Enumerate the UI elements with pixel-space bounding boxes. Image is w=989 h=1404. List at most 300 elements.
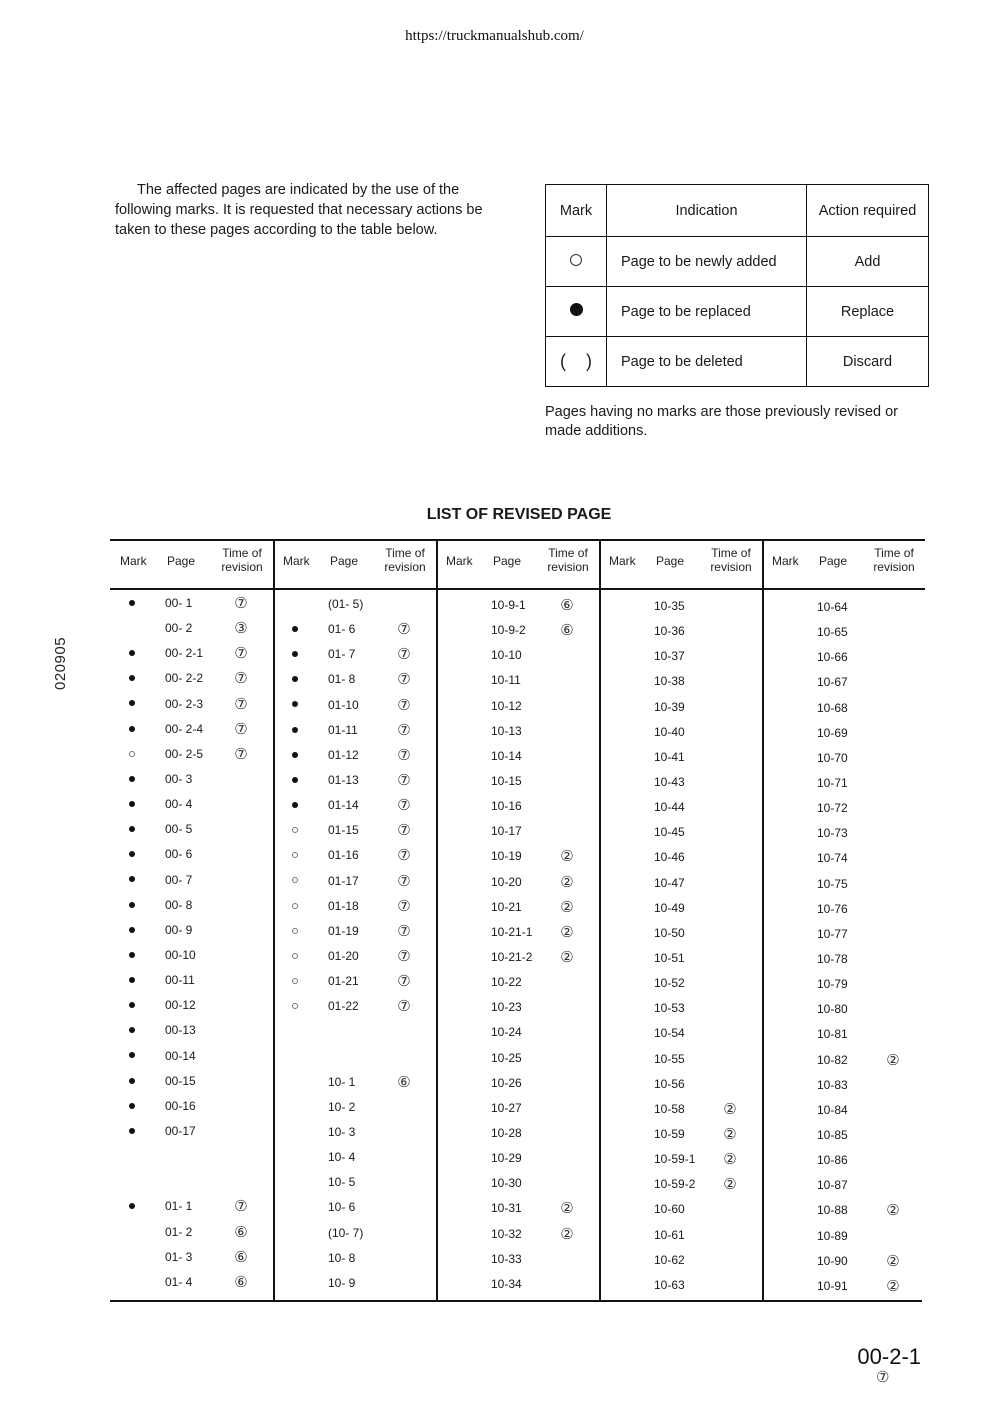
header-time-line2: revision (710, 560, 752, 574)
row-mark (124, 998, 140, 1012)
side-code-text: 020905 (52, 636, 69, 690)
row-page: 10-82 (817, 1052, 848, 1067)
row-revision (395, 1149, 413, 1167)
header-mark: Mark (446, 554, 473, 568)
list-row (599, 674, 762, 699)
row-page: 10-44 (654, 800, 685, 815)
row-mark (124, 1124, 140, 1138)
list-title: LIST OF REVISED PAGE (426, 506, 612, 523)
list-row (599, 649, 762, 674)
row-mark (287, 924, 303, 938)
row-page: 10-50 (654, 925, 685, 940)
header-page: Page (330, 554, 359, 568)
row-page: 10-36 (654, 624, 685, 639)
row-revision (558, 1276, 576, 1294)
row-revision (884, 1077, 902, 1095)
row-page: 10-63 (654, 1277, 685, 1292)
row-revision (721, 623, 739, 641)
row-revision: ② (886, 1252, 900, 1270)
row-page: 10-13 (491, 723, 522, 738)
column-header (110, 539, 273, 588)
row-page: 00- 2 (165, 621, 193, 636)
row-revision: ⑦ (397, 897, 411, 915)
row-page: 10-37 (654, 649, 685, 664)
row-page: 01-18 (328, 898, 359, 913)
list-row (110, 1149, 273, 1174)
list-row (436, 1151, 599, 1176)
filled-circle-icon (129, 851, 135, 857)
row-mark (124, 973, 140, 987)
row-page: 01- 4 (165, 1274, 193, 1289)
intro-paragraph (115, 180, 505, 240)
row-revision: ⑦ (234, 595, 248, 612)
row-page: 01-14 (328, 798, 359, 813)
row-revision (884, 725, 902, 743)
row-page: 10-79 (817, 977, 848, 992)
mark-legend-table (545, 184, 929, 387)
list-row (762, 625, 925, 650)
list-row (273, 974, 436, 999)
row-page: 10-17 (491, 824, 522, 839)
row-page: 10-59-1 (654, 1152, 696, 1167)
list-row (273, 1251, 436, 1276)
row-revision (721, 1201, 739, 1219)
row-page: 10-73 (817, 826, 848, 841)
legend-row-discard (546, 337, 929, 387)
open-circle-icon (292, 903, 298, 909)
list-row (436, 1025, 599, 1050)
row-revision: ③ (234, 620, 248, 638)
row-page: 10-72 (817, 801, 848, 816)
list-row (436, 900, 599, 925)
header-time-line1: Time of (874, 546, 914, 560)
row-revision (558, 974, 576, 992)
list-row (436, 1176, 599, 1201)
header-time-of-revision (540, 546, 596, 574)
row-revision (721, 1252, 739, 1270)
row-page: 10-91 (817, 1278, 848, 1293)
row-revision (721, 975, 739, 993)
row-page: 01-13 (328, 772, 359, 787)
list-row (110, 1250, 273, 1275)
row-revision (232, 1022, 250, 1040)
row-page: 00- 6 (165, 847, 193, 862)
header-time-of-revision (377, 546, 433, 574)
row-page: 10-81 (817, 1027, 848, 1042)
row-revision: ⑦ (397, 998, 411, 1016)
row-page: 10- 3 (328, 1124, 356, 1139)
row-revision (884, 599, 902, 617)
row-page: 00- 2-2 (165, 671, 204, 686)
row-page: 10-21-1 (491, 924, 533, 939)
row-page: 10-86 (817, 1153, 848, 1168)
row-revision (395, 1225, 413, 1243)
row-revision (884, 976, 902, 994)
row-mark (287, 647, 303, 661)
row-page: 00- 7 (165, 872, 193, 887)
row-revision (395, 1250, 413, 1268)
header-page: Page (493, 554, 522, 568)
row-page: 10-62 (654, 1252, 685, 1267)
row-page: 01-20 (328, 948, 359, 963)
row-revision (232, 1048, 250, 1066)
column-header (273, 539, 436, 588)
row-revision (558, 999, 576, 1017)
row-page: 10-22 (491, 975, 522, 990)
header-time-line1: Time of (385, 546, 425, 560)
list-row (273, 1125, 436, 1150)
list-row (599, 750, 762, 775)
list-row (273, 1175, 436, 1200)
row-page: 10-64 (817, 600, 848, 614)
row-revision (558, 698, 576, 716)
row-page: 10-80 (817, 1002, 848, 1017)
list-column-1 (110, 539, 273, 1301)
legend-mark-cell (546, 287, 607, 337)
legend-indication: Page to be replaced (607, 287, 807, 337)
row-page: 10-89 (817, 1228, 848, 1243)
row-revision (232, 771, 250, 789)
row-page: 01- 3 (165, 1249, 193, 1264)
filled-circle-icon (292, 777, 298, 783)
filled-circle-icon (129, 1027, 135, 1033)
row-page: 10-10 (491, 648, 522, 663)
source-url[interactable]: https://truckmanualshub.com/ (405, 28, 584, 44)
row-revision: ② (723, 1100, 737, 1118)
list-row (273, 1075, 436, 1100)
list-row (436, 925, 599, 950)
list-row (762, 1027, 925, 1052)
row-revision (721, 648, 739, 666)
list-row (436, 623, 599, 648)
header-time-line1: Time of (711, 546, 751, 560)
header-time-of-revision (703, 546, 759, 574)
legend-action: Replace (807, 287, 929, 337)
row-page: 00- 2-1 (165, 646, 204, 661)
filled-circle-icon (129, 726, 135, 732)
row-page: 10- 8 (328, 1250, 356, 1265)
row-page: 10-43 (654, 774, 685, 789)
list-row (762, 701, 925, 726)
list-row (762, 600, 925, 625)
list-row (599, 1278, 762, 1303)
list-row (273, 1100, 436, 1125)
row-revision (721, 1025, 739, 1043)
row-page: 00-12 (165, 998, 196, 1013)
list-row (762, 826, 925, 851)
open-circle-icon (129, 751, 135, 757)
filled-circle-icon (129, 876, 135, 882)
list-row (762, 726, 925, 751)
list-row (436, 1126, 599, 1151)
list-row (273, 597, 436, 622)
row-page: 00-14 (165, 1048, 196, 1063)
row-page: 00-10 (165, 947, 196, 962)
list-row (436, 699, 599, 724)
list-row (273, 1024, 436, 1049)
list-row (110, 1049, 273, 1074)
row-revision (232, 872, 250, 890)
row-page: 10-75 (817, 876, 848, 891)
row-mark (287, 848, 303, 862)
row-page: 10-11 (491, 673, 521, 688)
filled-circle-icon (129, 776, 135, 782)
row-revision (395, 1199, 413, 1217)
row-page: 10-33 (491, 1251, 522, 1266)
list-row (110, 822, 273, 847)
row-revision: ⑥ (234, 1223, 248, 1241)
header-mark: Mark (283, 554, 310, 568)
row-page: 01-16 (328, 848, 359, 863)
row-revision (884, 624, 902, 642)
list-row (599, 901, 762, 926)
filled-circle-icon (129, 700, 135, 706)
parentheses-icon: ( ) (560, 351, 592, 371)
row-revision (558, 647, 576, 665)
filled-circle-icon (292, 701, 298, 707)
list-row (762, 1254, 925, 1279)
row-revision: ② (723, 1125, 737, 1143)
row-revision: ② (560, 898, 574, 916)
list-row (762, 1229, 925, 1254)
list-column-2 (273, 539, 436, 1301)
row-mark (124, 873, 140, 887)
list-row (762, 801, 925, 826)
row-page: 10-47 (654, 875, 685, 890)
row-page: 10-68 (817, 700, 848, 715)
list-row (273, 924, 436, 949)
open-circle-icon (292, 1003, 298, 1009)
header-page: Page (656, 554, 685, 568)
header-time-of-revision (866, 546, 922, 574)
row-revision (232, 897, 250, 915)
list-row (273, 672, 436, 697)
list-column-4 (599, 539, 762, 1301)
list-row (436, 849, 599, 874)
list-row (599, 926, 762, 951)
row-page: 10-15 (491, 773, 522, 788)
row-revision: ⑦ (397, 746, 411, 764)
row-revision (232, 997, 250, 1015)
list-row (273, 899, 436, 924)
list-rows (599, 599, 762, 1303)
row-revision (558, 773, 576, 791)
row-page: 10-40 (654, 724, 685, 739)
row-page: 00- 8 (165, 897, 193, 912)
row-mark (287, 974, 303, 988)
row-revision (884, 1127, 902, 1145)
list-row (436, 648, 599, 673)
list-row (436, 950, 599, 975)
row-page: 10-9-1 (491, 598, 526, 612)
list-rows (273, 597, 436, 1301)
row-page: 10- 5 (328, 1175, 356, 1190)
list-row (599, 951, 762, 976)
row-page: 10-9-2 (491, 623, 526, 638)
row-revision: ② (723, 1176, 737, 1194)
row-mark (124, 847, 140, 861)
row-revision: ⑦ (234, 695, 248, 713)
list-row (273, 698, 436, 723)
row-page: 10-90 (817, 1253, 848, 1268)
row-page: 01-11 (328, 722, 358, 737)
row-revision (395, 1275, 413, 1293)
list-row (110, 697, 273, 722)
list-row (436, 975, 599, 1000)
open-circle-icon (292, 953, 298, 959)
list-row (762, 851, 925, 876)
row-revision: ② (560, 873, 574, 891)
row-page: 10-61 (654, 1227, 685, 1242)
row-revision (558, 1100, 576, 1118)
row-page: 10-25 (491, 1050, 522, 1065)
list-row (599, 775, 762, 800)
row-page: 10-69 (817, 725, 848, 740)
list-row (273, 773, 436, 798)
row-page: 00- 4 (165, 797, 193, 812)
row-revision (721, 1000, 739, 1018)
legend-header-row (546, 185, 929, 237)
row-revision (232, 1173, 250, 1191)
filled-circle-icon (292, 676, 298, 682)
row-revision (884, 901, 902, 919)
filled-circle-icon (129, 1052, 135, 1058)
row-revision (232, 821, 250, 839)
list-row (599, 1228, 762, 1253)
row-revision (884, 850, 902, 868)
list-row (436, 1252, 599, 1277)
row-mark (124, 797, 140, 811)
row-revision: ⑦ (397, 922, 411, 940)
row-revision: ⑦ (397, 721, 411, 739)
row-revision (395, 596, 413, 614)
row-revision (558, 1125, 576, 1143)
row-revision (884, 825, 902, 843)
row-revision: ⑦ (397, 621, 411, 639)
row-revision (884, 1026, 902, 1044)
row-page: 10-51 (654, 950, 685, 965)
list-row (436, 724, 599, 749)
row-page: 10-74 (817, 851, 848, 866)
row-page: 10-76 (817, 901, 848, 916)
list-row (599, 800, 762, 825)
row-page: 00- 2-5 (165, 746, 204, 761)
row-page: 01- 2 (165, 1224, 193, 1239)
row-revision (395, 1099, 413, 1117)
filled-circle-icon (129, 902, 135, 908)
list-row (110, 1174, 273, 1199)
row-revision (395, 1124, 413, 1142)
list-row (110, 621, 273, 646)
row-revision (558, 1251, 576, 1269)
list-row (436, 1051, 599, 1076)
list-row (436, 1000, 599, 1025)
open-circle-icon (292, 978, 298, 984)
row-revision: ⑦ (397, 671, 411, 689)
list-row (110, 1275, 273, 1300)
open-circle-icon (292, 827, 298, 833)
row-revision (721, 824, 739, 842)
row-page: 10-39 (654, 699, 685, 714)
row-mark (287, 773, 303, 787)
row-page: 10-19 (491, 849, 522, 864)
row-page: 01-19 (328, 923, 359, 938)
list-rows (110, 596, 273, 1300)
list-row (436, 875, 599, 900)
row-revision (232, 846, 250, 864)
row-revision (721, 724, 739, 742)
header-time-line1: Time of (222, 546, 262, 560)
filled-circle-icon (129, 600, 135, 606)
header-time-line2: revision (221, 560, 263, 574)
row-revision: ⑦ (397, 771, 411, 789)
row-revision (721, 1227, 739, 1245)
list-row (110, 873, 273, 898)
row-revision: ② (886, 1051, 900, 1069)
row-mark (124, 747, 140, 761)
list-row (273, 949, 436, 974)
row-page: 00-17 (165, 1123, 196, 1138)
list-row (110, 1099, 273, 1124)
column-header (599, 539, 762, 588)
row-mark (124, 822, 140, 836)
row-page: 10-55 (654, 1051, 685, 1066)
list-row (110, 998, 273, 1023)
row-revision (232, 796, 250, 814)
row-page: 10-21-2 (491, 949, 533, 964)
row-page: (01- 5) (328, 597, 364, 611)
row-revision (884, 876, 902, 894)
list-row (599, 1026, 762, 1051)
filled-circle-icon (129, 1203, 135, 1209)
row-revision (884, 750, 902, 768)
legend-row-replace (546, 287, 929, 337)
list-row (599, 1152, 762, 1177)
list-row (273, 1200, 436, 1225)
row-page: 10-70 (817, 750, 848, 765)
row-revision (884, 775, 902, 793)
row-revision (558, 823, 576, 841)
row-revision (232, 972, 250, 990)
list-row (599, 1177, 762, 1202)
filled-circle-icon (570, 303, 583, 316)
row-revision: ② (560, 1200, 574, 1218)
row-revision (884, 1102, 902, 1120)
row-page: 10-67 (817, 675, 848, 690)
list-row (762, 927, 925, 952)
list-row (762, 1279, 925, 1304)
row-mark (124, 898, 140, 912)
row-revision (721, 673, 739, 691)
header-time-line2: revision (873, 560, 915, 574)
row-page: 10-58 (654, 1101, 685, 1116)
row-page: 10-26 (491, 1075, 522, 1090)
row-revision (721, 699, 739, 717)
row-mark (287, 748, 303, 762)
list-row (599, 599, 762, 624)
row-page: 10-35 (654, 599, 685, 613)
list-row (110, 1225, 273, 1250)
list-row (273, 1150, 436, 1175)
row-revision (721, 749, 739, 767)
list-row (273, 798, 436, 823)
intro-text: The affected pages are indicated by the use of the following marks. It is requested that necessary actions be taken to these pages according to the table below. (115, 182, 483, 238)
row-revision: ② (886, 1202, 900, 1220)
filled-circle-icon (292, 802, 298, 808)
list-row (762, 1002, 925, 1027)
row-revision (884, 700, 902, 718)
row-revision (721, 950, 739, 968)
